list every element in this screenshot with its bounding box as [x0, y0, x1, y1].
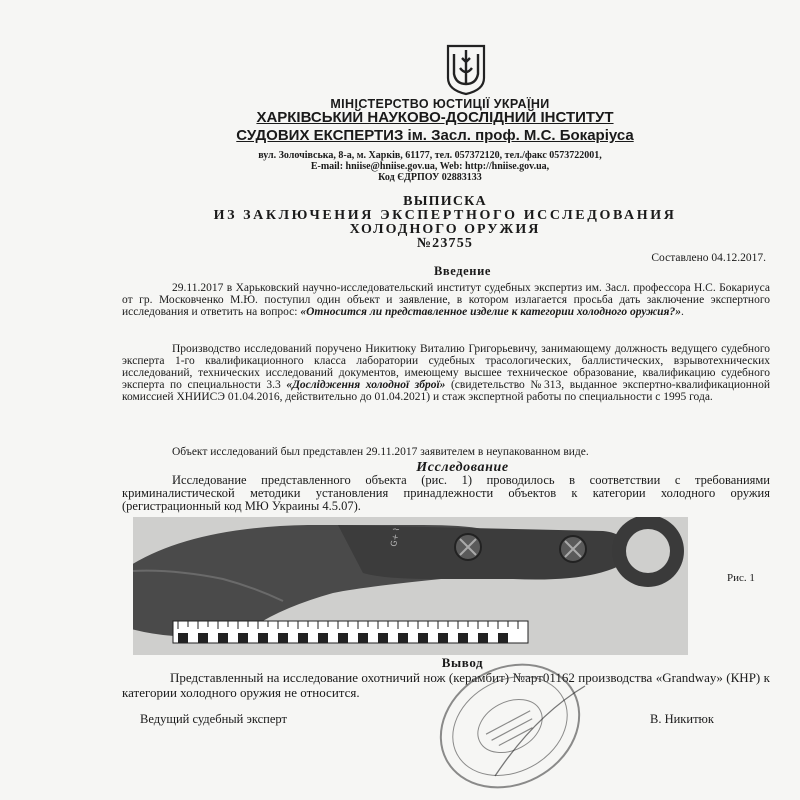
address-line2: E-mail: hniise@hniise.gov.ua, Web: http://hniise.gov.ua,: [310, 161, 550, 172]
intro-paragraph-1: 29.11.2017 в Харьковский научно-исследовательский институт судебных экспертиз им. Засл. профессора Н.С. Бокариуса от гр. Московченко М.Ю. поступил один объект и заявление, в котором излагается просьба дать заключение экспертного исследования и ответить на вопрос: «Относится ли представленное изделие к категории холодного оружия?».: [122, 282, 770, 319]
institute-name-line1: ХАРКІВСЬКИЙ НАУКОВО-ДОСЛІДНИЙ ІНСТИТУТ: [256, 109, 614, 126]
knife-photo: [133, 517, 688, 655]
ukraine-trident-emblem: [444, 44, 488, 96]
doc-number: №23755: [416, 236, 474, 251]
intro-heading: Введение: [433, 264, 492, 278]
question-text: «Относится ли представленное изделие к категории холодного оружия?»: [300, 306, 681, 319]
doc-title-line3: ХОЛОДНОГО ОРУЖИЯ: [349, 222, 541, 237]
address-line3: Код ЄДРПОУ 02883133: [378, 172, 482, 183]
conclusion-paragraph: Представленный на исследование охотничий нож (керамбит) №арт01162 производства «Grandway» (КНР) к категории холодного оружия не относится.: [122, 670, 770, 700]
ministry-name: МІНІСТЕРСТВО ЮСТИЦІЇ УКРАЇНИ: [330, 97, 550, 111]
address-line1: вул. Золочівська, 8-а, м. Харків, 61177, тел. 057372120, тел./факс 0573722001,: [258, 150, 602, 161]
composed-date: Составлено 04.12.2017.: [651, 252, 766, 264]
doc-title-line2: ИЗ ЗАКЛЮЧЕНИЯ ЭКСПЕРТНОГО ИССЛЕДОВАНИЯ: [213, 208, 677, 223]
institute-name-line2: СУДОВИХ ЕКСПЕРТИЗ ім. Засл. проф. М.С. Бокаріуса: [236, 127, 634, 144]
signature-label: Ведущий судебный эксперт: [140, 712, 287, 726]
signature-name: В. Никитюк: [650, 712, 714, 726]
research-paragraph: Исследование представленного объекта (рис. 1) проводилось в соответствии с требованиями криминалистической методики установления принадлежности объектов к категории холодного оружия (регистрационный код МЮ Украины 4.5.07).: [122, 473, 770, 513]
doc-title-line1: ВЫПИСКА: [403, 194, 487, 209]
research-heading: Исследование: [416, 460, 509, 475]
intro-paragraph-3: Объект исследований был представлен 29.11.2017 заявителем в неупакованном виде.: [172, 446, 589, 458]
conclusion-heading: Вывод: [441, 655, 484, 670]
figure-label: Рис. 1: [727, 572, 755, 584]
institute-stamp: [425, 656, 595, 796]
svg-text:G+ ⌇: G+ ⌇: [389, 526, 402, 548]
specialty-text: «Дослідження холодної зброї»: [286, 379, 446, 392]
intro-paragraph-2: Производство исследований поручено Никитюку Виталию Григорьевичу, занимающему должность ведущего судебного эксперта 1-го квалификационного класса лаборатории судебных трасологических, баллистических, взрывотехнических исследований, технических исследований документов, имеющему высшее техническое образование, квалификацию судебного эксперта по специальности 3.3 «Дослідження холодної зброї» (свидетельство №313, выданное экспертно-квалификационной комиссией ХНИИСЭ 01.04.2016, действительно до 01.04.2021) и стаж экспертной работы по специальности с 1995 года.: [122, 343, 770, 404]
